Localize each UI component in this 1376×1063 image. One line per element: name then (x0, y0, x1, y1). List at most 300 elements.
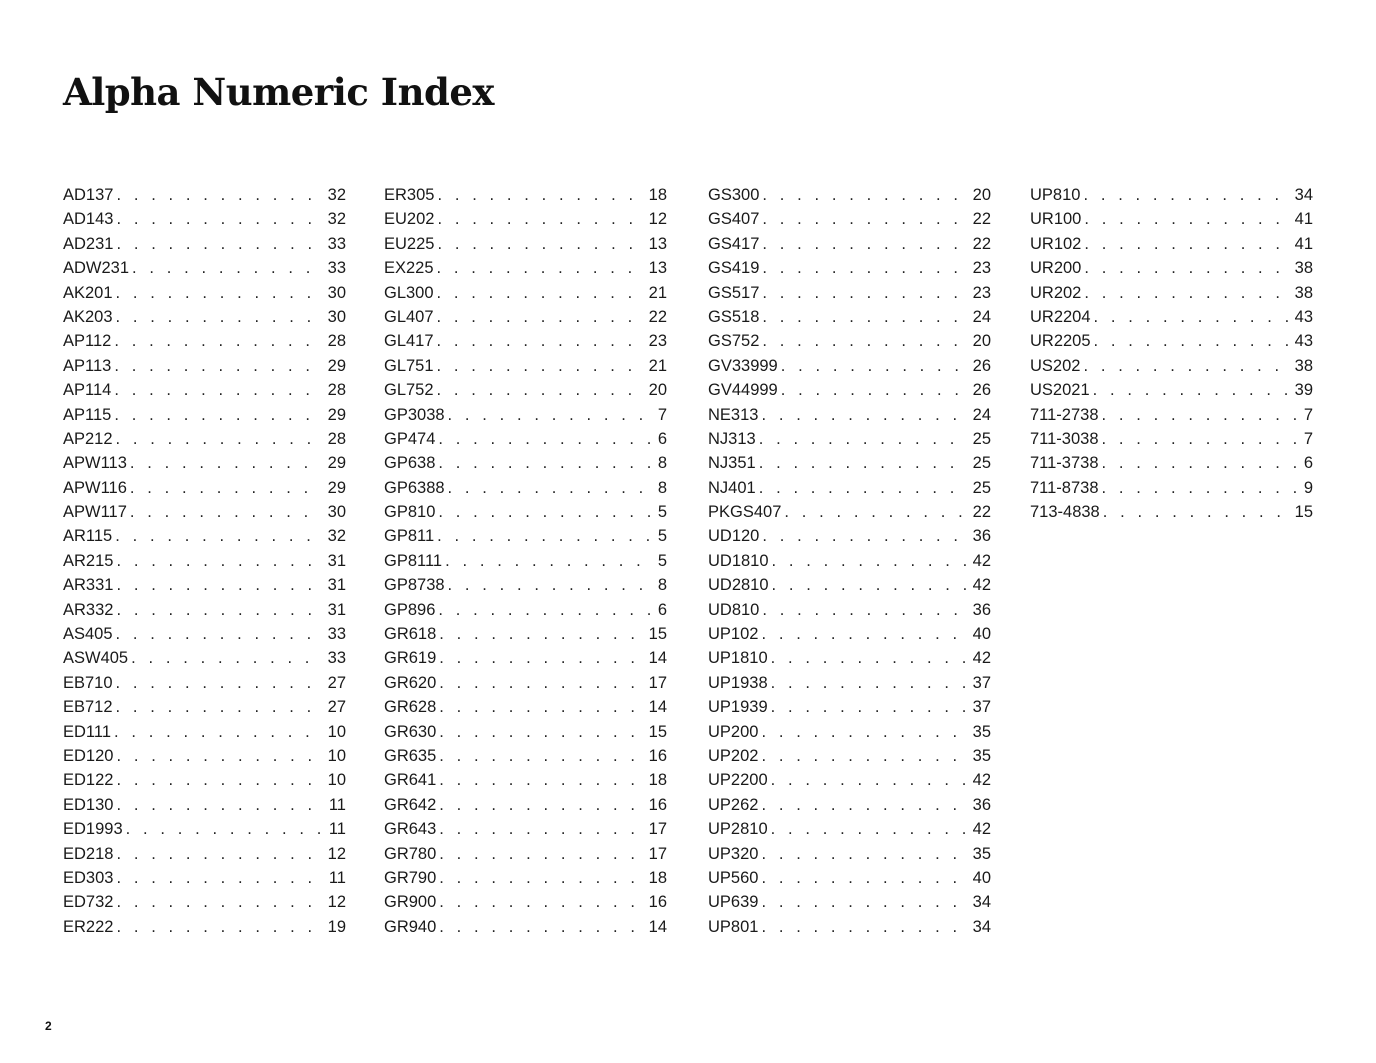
page-number: 2 (45, 1019, 52, 1033)
index-entry (384, 549, 667, 573)
index-entry (384, 793, 667, 817)
index-entry-code: US2021 (1030, 381, 1090, 400)
index-entry-page: 42 (972, 576, 991, 595)
index-entry-page: 32 (327, 210, 346, 229)
index-entry-code: GR635 (384, 746, 437, 765)
index-entry-code: UP1939 (708, 698, 768, 717)
index-entry-code: UD120 (708, 527, 760, 546)
dot-leader (759, 451, 967, 475)
dot-leader (1102, 427, 1298, 451)
index-entry (63, 451, 346, 475)
dot-leader (762, 183, 966, 207)
index-entry-page: 18 (648, 186, 667, 204)
dot-leader (131, 646, 322, 670)
index-entry-page: 30 (327, 283, 346, 302)
index-entry (384, 890, 667, 914)
index-entry (708, 256, 991, 280)
dot-leader (116, 598, 321, 622)
index-entry-code: GV33999 (708, 356, 778, 375)
dot-leader (116, 183, 321, 207)
index-entry (708, 817, 991, 841)
dot-leader (761, 793, 966, 817)
index-entry (708, 281, 991, 305)
index-entry-page: 31 (327, 551, 346, 570)
index-entry-page: 6 (1303, 454, 1313, 473)
dot-leader (438, 500, 651, 524)
index-entry (1030, 183, 1313, 207)
index-entry-code: AK203 (63, 307, 113, 326)
dot-leader (116, 427, 322, 451)
dot-leader (761, 915, 966, 939)
index-entry (63, 207, 346, 231)
dot-leader (116, 915, 321, 939)
index-entry-page: 10 (327, 746, 346, 765)
dot-leader (771, 768, 967, 792)
index-entry (384, 403, 667, 427)
dot-leader (759, 476, 967, 500)
dot-leader (116, 695, 322, 719)
index-entry (63, 768, 346, 792)
index-entry-page: 9 (1303, 478, 1313, 497)
index-entry-code: GR630 (384, 722, 437, 741)
dot-leader (439, 817, 642, 841)
index-entry (63, 646, 346, 670)
dot-leader (1084, 281, 1288, 305)
index-entry-code: UR100 (1030, 210, 1082, 229)
dot-leader (126, 817, 323, 841)
index-entry-page: 36 (972, 600, 991, 619)
index-entry-code: UP1938 (708, 673, 768, 692)
index-entry-page: 29 (327, 356, 346, 375)
index-entry (384, 720, 667, 744)
dot-leader (448, 476, 652, 500)
index-entry (63, 476, 346, 500)
index-entry-code: AD143 (63, 210, 114, 229)
index-entry-code: GS407 (708, 210, 760, 229)
index-entry (708, 329, 991, 353)
dot-leader (761, 622, 966, 646)
index-entry-page: 12 (327, 893, 346, 912)
index-entry (384, 232, 667, 256)
index-entry (63, 256, 346, 280)
dot-leader (437, 207, 642, 231)
dot-leader (439, 671, 642, 695)
index-entry-code: GP3038 (384, 405, 445, 424)
dot-leader (439, 793, 642, 817)
index-entry (1030, 378, 1313, 402)
dot-leader (761, 720, 966, 744)
dot-leader (762, 598, 966, 622)
index-entry-page: 30 (327, 307, 346, 326)
dot-leader (439, 866, 642, 890)
index-entry-code: GP638 (384, 454, 436, 473)
index-entry-code: UR2204 (1030, 307, 1091, 326)
index-entry-page: 16 (648, 746, 667, 765)
index-entry-page: 33 (327, 259, 346, 278)
index-entry-code: UD810 (708, 600, 760, 619)
index-entry-code: UP1810 (708, 649, 768, 668)
dot-leader (130, 451, 322, 475)
index-entry (384, 329, 667, 353)
index-entry-code: UR2205 (1030, 332, 1091, 351)
index-entry-code: UP2810 (708, 820, 768, 839)
index-entry-page: 21 (648, 283, 667, 302)
index-entry (708, 549, 991, 573)
index-entry-page: 35 (972, 844, 991, 863)
index-entry (63, 598, 346, 622)
index-entry (63, 817, 346, 841)
index-entry (1030, 500, 1313, 524)
index-entry (63, 890, 346, 914)
index-entry-code: ED1993 (63, 820, 123, 839)
index-entry-code: GS517 (708, 283, 760, 302)
dot-leader (772, 549, 967, 573)
index-entry-page: 20 (972, 332, 991, 351)
index-entry-page: 17 (648, 844, 667, 863)
index-entry-code: ED120 (63, 746, 114, 765)
dot-leader (1083, 354, 1288, 378)
index-entry-page: 22 (972, 210, 991, 229)
index-entry-code: 711-3738 (1030, 454, 1099, 473)
dot-leader (439, 744, 642, 768)
index-entry (384, 842, 667, 866)
index-entry-code: UP801 (708, 917, 759, 936)
index-entry (63, 842, 346, 866)
index-entry (384, 744, 667, 768)
dot-leader (784, 500, 966, 524)
index-entry (708, 305, 991, 329)
dot-leader (116, 573, 321, 597)
index-entry (708, 573, 991, 597)
index-entry-code: ER222 (63, 917, 114, 936)
dot-leader (437, 305, 643, 329)
index-entry (63, 671, 346, 695)
dot-leader (132, 256, 322, 280)
index-entry-page: 5 (657, 527, 667, 546)
index-entry-code: AP113 (63, 356, 112, 375)
index-entry-code: AP212 (63, 429, 113, 448)
index-entry-code: UP102 (708, 625, 759, 644)
index-entry (708, 476, 991, 500)
index-entry (63, 232, 346, 256)
dot-leader (437, 354, 643, 378)
index-entry-code: GL417 (384, 332, 434, 351)
index-entry (63, 720, 346, 744)
index-entry-page: 12 (327, 844, 346, 863)
index-entry-code: GP6388 (384, 478, 445, 497)
index-entry-code: 711-2738 (1030, 405, 1099, 424)
index-entry (384, 378, 667, 402)
index-entry-page: 21 (648, 356, 667, 375)
index-entry-page: 8 (657, 478, 667, 497)
index-entry-page: 23 (972, 283, 991, 302)
index-entry-page: 28 (327, 381, 346, 400)
dot-leader (1102, 403, 1298, 427)
index-entry-page: 17 (648, 820, 667, 839)
index-entry (384, 866, 667, 890)
index-entry-page: 38 (1294, 259, 1313, 278)
index-entry-code: ED122 (63, 771, 114, 790)
index-entry-code: ED111 (63, 722, 112, 741)
index-entry-code: GL752 (384, 381, 434, 400)
index-entry (708, 207, 991, 231)
index-entry (63, 866, 346, 890)
index-entry (708, 744, 991, 768)
index-entry-code: GP8738 (384, 576, 445, 595)
dot-leader (116, 549, 321, 573)
index-entry-code: AR115 (63, 527, 113, 546)
index-entry-page: 33 (327, 234, 346, 253)
dot-leader (762, 305, 966, 329)
index-entry (63, 305, 346, 329)
index-entry (1030, 476, 1313, 500)
index-entry-page: 39 (1294, 381, 1313, 400)
index-entry (1030, 354, 1313, 378)
index-entry-code: UR102 (1030, 234, 1082, 253)
index-entry-code: UP200 (708, 722, 759, 741)
index-entry (708, 768, 991, 792)
index-entry-code: GR620 (384, 673, 437, 692)
index-entry-page: 28 (327, 332, 346, 351)
dot-leader (116, 793, 322, 817)
index-entry-page: 40 (972, 868, 991, 887)
index-entry (1030, 329, 1313, 353)
index-entry-page: 38 (1294, 283, 1313, 302)
index-entry (384, 524, 667, 548)
index-entry-code: NE313 (708, 405, 759, 424)
index-entry (384, 915, 667, 939)
index-entry-code: EB712 (63, 698, 113, 717)
index-entry (708, 183, 991, 207)
index-entry-page: 12 (648, 210, 667, 229)
index-entry (63, 915, 346, 939)
dot-leader (762, 256, 966, 280)
index-entry-page: 24 (972, 405, 991, 424)
index-entry-code: 711-8738 (1030, 478, 1099, 497)
index-entry-code: NJ313 (708, 429, 756, 448)
index-entry-page: 29 (327, 405, 346, 424)
index-entry (63, 793, 346, 817)
index-entry-code: AR215 (63, 551, 114, 570)
dot-leader (116, 232, 321, 256)
index-entry-page: 14 (648, 917, 667, 936)
index-entry (384, 354, 667, 378)
index-entry-code: GR790 (384, 868, 437, 887)
dot-leader (437, 183, 642, 207)
index-entry-page: 27 (327, 673, 346, 692)
index-entry (384, 622, 667, 646)
index-entry-code: GV44999 (708, 381, 778, 400)
index-entry-page: 22 (648, 307, 667, 326)
index-entry-page: 13 (648, 259, 667, 278)
index-entry (63, 403, 346, 427)
index-entry-code: APW113 (63, 454, 127, 473)
index-entry-code: AS405 (63, 625, 113, 644)
index-entry-page: 25 (972, 454, 991, 473)
index-column-4 (1030, 183, 1313, 524)
index-column-3 (708, 183, 991, 939)
index-entry (708, 720, 991, 744)
index-entry-code: UR200 (1030, 259, 1082, 278)
index-entry-page: 30 (327, 503, 346, 522)
index-entry (384, 281, 667, 305)
index-entry-code: GR780 (384, 844, 437, 863)
dot-leader (448, 573, 652, 597)
index-entry (708, 842, 991, 866)
index-entry-page: 18 (648, 771, 667, 790)
index-entry-code: GR940 (384, 917, 437, 936)
index-entry-page: 15 (1294, 503, 1313, 522)
dot-leader (439, 720, 642, 744)
index-entry-page: 43 (1294, 332, 1313, 351)
index-entry-code: EU202 (384, 210, 435, 229)
index-entry-page: 18 (648, 868, 667, 887)
dot-leader (439, 915, 642, 939)
dot-leader (116, 281, 322, 305)
index-entry-code: AD231 (63, 234, 114, 253)
index-entry-code: GS300 (708, 186, 760, 204)
index-entry-code: APW117 (63, 503, 127, 522)
index-entry-code: ADW231 (63, 259, 130, 278)
index-entry-page: 27 (327, 698, 346, 717)
index-entry (384, 500, 667, 524)
dot-leader (114, 378, 321, 402)
index-entry (384, 671, 667, 695)
index-entry-page: 37 (972, 698, 991, 717)
index-entry-code: 713-4838 (1030, 503, 1100, 522)
index-entry-code: GP810 (384, 503, 436, 522)
index-entry-page: 24 (972, 307, 991, 326)
index-entry-code: GL300 (384, 283, 434, 302)
index-entry (708, 232, 991, 256)
index-entry-code: GL751 (384, 356, 434, 375)
index-entry-code: ED732 (63, 893, 114, 912)
dot-leader (761, 890, 966, 914)
dot-leader (130, 500, 322, 524)
dot-leader (437, 329, 643, 353)
index-entry-page: 37 (972, 673, 991, 692)
index-entry-code: GS417 (708, 234, 760, 253)
index-entry-page: 14 (648, 649, 667, 668)
index-entry-page: 16 (648, 893, 667, 912)
index-entry (708, 646, 991, 670)
index-column-2 (384, 183, 667, 939)
index-entry (384, 695, 667, 719)
dot-leader (437, 524, 652, 548)
index-entry-page: 23 (972, 259, 991, 278)
index-entry (384, 256, 667, 280)
index-entry (384, 183, 667, 207)
dot-leader (771, 817, 967, 841)
index-entry-code: UP810 (1030, 186, 1081, 204)
index-entry-page: 13 (648, 234, 667, 253)
index-entry-code: AR332 (63, 600, 114, 619)
index-entry-page: 35 (972, 746, 991, 765)
index-columns (0, 183, 1376, 943)
index-entry-page: 34 (1294, 186, 1313, 204)
dot-leader (1084, 256, 1288, 280)
index-entry (1030, 232, 1313, 256)
index-entry (708, 866, 991, 890)
dot-leader (762, 329, 966, 353)
dot-leader (439, 695, 642, 719)
index-entry (384, 573, 667, 597)
index-entry-page: 6 (657, 429, 667, 448)
dot-leader (116, 768, 321, 792)
dot-leader (772, 573, 967, 597)
page-title: Alpha Numeric Index (63, 70, 494, 114)
dot-leader (781, 354, 967, 378)
dot-leader (1094, 329, 1289, 353)
index-entry (63, 427, 346, 451)
index-entry (708, 915, 991, 939)
index-entry-page: 10 (327, 722, 346, 741)
index-entry (63, 622, 346, 646)
index-entry-code: GP474 (384, 429, 436, 448)
index-entry-code: GR619 (384, 649, 437, 668)
index-entry (63, 573, 346, 597)
dot-leader (762, 281, 966, 305)
index-entry-page: 26 (972, 381, 991, 400)
index-entry (384, 768, 667, 792)
index-entry-page: 26 (972, 356, 991, 375)
index-entry (708, 622, 991, 646)
index-entry (708, 695, 991, 719)
index-entry (1030, 256, 1313, 280)
dot-leader (116, 744, 321, 768)
index-entry (384, 305, 667, 329)
index-entry-page: 31 (327, 576, 346, 595)
index-entry-page: 11 (328, 820, 346, 839)
index-entry-code: AR331 (63, 576, 114, 595)
index-entry (384, 427, 667, 451)
dot-leader (1084, 207, 1288, 231)
index-entry (1030, 451, 1313, 475)
index-entry-code: ED303 (63, 868, 114, 887)
index-column-1 (63, 183, 346, 939)
index-entry (384, 817, 667, 841)
index-entry-code: ED130 (63, 795, 114, 814)
dot-leader (781, 378, 967, 402)
index-entry-code: ER305 (384, 186, 435, 204)
index-entry-page: 25 (972, 429, 991, 448)
index-entry-page: 42 (972, 649, 991, 668)
index-entry (63, 378, 346, 402)
dot-leader (438, 451, 651, 475)
index-entry (708, 451, 991, 475)
index-entry-page: 14 (648, 698, 667, 717)
dot-leader (761, 866, 966, 890)
index-entry-code: AP115 (63, 405, 112, 424)
index-entry-code: UP639 (708, 893, 759, 912)
index-entry-code: UP560 (708, 868, 759, 887)
dot-leader (1093, 378, 1289, 402)
index-entry-code: UD2810 (708, 576, 769, 595)
index-entry-code: UD1810 (708, 551, 769, 570)
index-entry-page: 7 (1303, 405, 1313, 424)
index-entry-page: 17 (648, 673, 667, 692)
dot-leader (761, 842, 966, 866)
index-entry (63, 549, 346, 573)
dot-leader (1084, 232, 1288, 256)
dot-leader (771, 646, 967, 670)
dot-leader (116, 890, 321, 914)
index-entry-page: 19 (327, 917, 346, 936)
index-entry-code: GR628 (384, 698, 437, 717)
dot-leader (130, 476, 322, 500)
index-entry-code: UP320 (708, 844, 759, 863)
index-entry-page: 29 (327, 454, 346, 473)
